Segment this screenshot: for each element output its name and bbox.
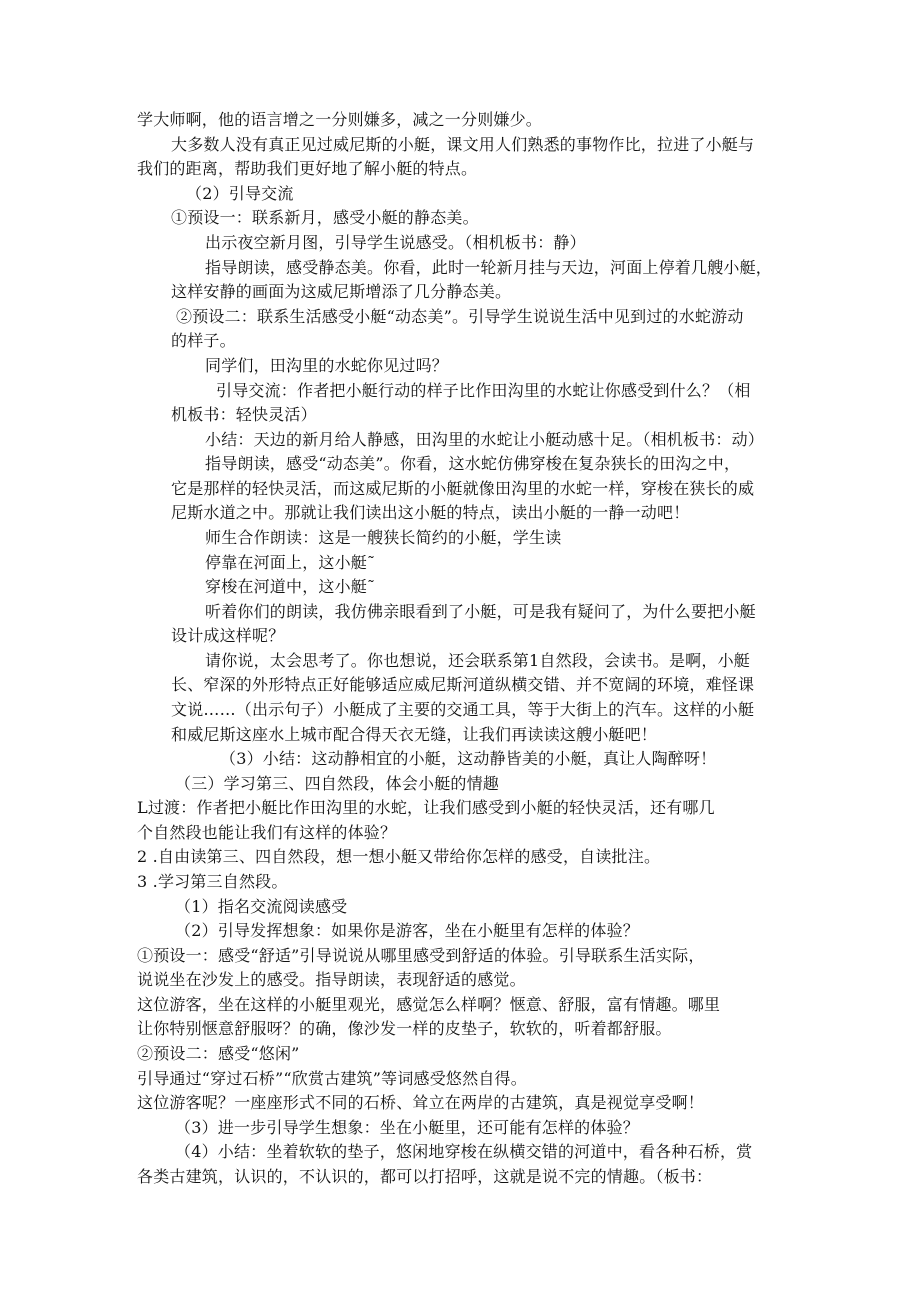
- text-line: ①预设一：感受“舒适”引导说说从哪里感受到舒适的体验。引导联系生活实际，: [137, 946, 705, 965]
- text-line: ②预设二：联系生活感受小艇“动态美”。引导学生说说生活中见到过的水蛇游动: [176, 307, 744, 326]
- text-line: 这样安静的画面为这威尼斯增添了几分静态美。: [171, 282, 512, 301]
- text-line: 同学们，田沟里的水蛇你见过吗？: [205, 356, 449, 375]
- text-line: 引导通过“穿过石桥”“欣赏古建筑”等词感受悠然自得。: [137, 1069, 527, 1088]
- text-line: 设计成这样呢？: [171, 626, 285, 645]
- text-line: 学大师啊，他的语言增之一分则嫌多，减之一分则嫌少。: [137, 110, 543, 129]
- text-line: 指导朗读，感受静态美。你看，此时一轮新月挂与天边，河面上停着几艘小艇，: [205, 258, 773, 277]
- text-line: 穿梭在河道中，这小艇˜: [205, 577, 376, 596]
- text-line: （2）引导交流: [186, 184, 294, 203]
- text-line: （三）学习第三、四自然段，体会小艇的情趣: [175, 774, 500, 793]
- text-line: 这位游客，坐在这样的小艇里观光，感觉怎么样啊？惬意、舒服，富有情趣。哪里: [137, 995, 721, 1014]
- text-line: 3 .学习第三自然段。: [137, 872, 288, 891]
- text-line: （3）小结：这动静相宜的小艇，这动静皆美的小艇，真让人陶醉呀！: [220, 749, 717, 768]
- text-line: 个自然段也能让我们有这样的体验？: [137, 823, 397, 842]
- text-line: 小结：天边的新月给人静感，田沟里的水蛇让小艇动感十足。（相机板书：动）: [205, 430, 765, 449]
- text-line: ①预设一：联系新月，感受小艇的静态美。: [171, 208, 479, 227]
- text-line: 各类古建筑，认识的，不认识的，都可以打招呼，这就是说不完的情趣。（板书：: [137, 1167, 713, 1186]
- text-line: 大多数人没有真正见过威尼斯的小艇，课文用人们熟悉的事物作比，拉进了小艇与: [171, 135, 755, 154]
- text-line: 尼斯水道之中。那就让我们读出这小艇的特点，读出小艇的一静一动吧！: [171, 503, 690, 522]
- text-line: 文说……（出示句子）小艇成了主要的交通工具，等于大街上的汽车。这样的小艇: [171, 700, 755, 719]
- text-line: 出示夜空新月图，引导学生说感受。（相机板书：静）: [205, 233, 586, 252]
- text-line: 它是那样的轻快灵活，而这威尼斯的小艇就像田沟里的水蛇一样，穿梭在狭长的威: [171, 479, 755, 498]
- text-line: 机板书：轻快灵活）: [171, 405, 317, 424]
- text-line: 我们的距离，帮助我们更好地了解小艇的特点。: [137, 159, 478, 178]
- text-line: 指导朗读，感受“动态美”。你看，这水蛇仿佛穿梭在复杂狭长的田沟之中，: [205, 454, 741, 473]
- text-line: 引导交流：作者把小艇行动的样子比作田沟里的水蛇让你感受到什么？（相: [216, 381, 751, 400]
- text-line: （2）引导发挥想象：如果你是游客，坐在小艇里有怎样的体验？: [175, 921, 639, 940]
- text-line: 师生合作朗读：这是一艘狭长简约的小艇，学生读: [205, 528, 562, 547]
- text-line: （1）指名交流阅读感受: [175, 897, 348, 916]
- text-line: 长、窄深的外形特点正好能够适应威尼斯河道纵横交错、并不宽阔的环境，难怪课: [171, 675, 755, 694]
- text-line: 请你说，太会思考了。你也想说，还会联系第1自然段，会读书。是啊，小艇: [205, 651, 750, 670]
- text-line: （4）小结：坐着软软的垫子，悠闲地穿梭在纵横交错的河道中，看各种石桥，赏: [175, 1142, 753, 1161]
- text-line: ②预设二：感受“悠闲”: [137, 1044, 300, 1063]
- text-line: 这位游客呢？一座座形式不同的石桥、耸立在两岸的古建筑，真是视觉享受啊！: [137, 1093, 705, 1112]
- text-line: 让你特别惬意舒服呀？的确，像沙发一样的皮垫子，软软的，听着都舒服。: [137, 1019, 672, 1038]
- text-line: 和威尼斯这座水上城市配合得天衣无缝，让我们再读读这艘小艇吧！: [171, 725, 658, 744]
- text-line: 说说坐在沙发上的感受。指导朗读，表现舒适的感觉。: [137, 970, 526, 989]
- text-line: L过渡：作者把小艇比作田沟里的水蛇，让我们感受到小艇的轻快灵活，还有哪几: [137, 798, 715, 817]
- text-line: 2 .自由读第三、四自然段，想一想小艇又带给你怎样的感受，自读批注。: [137, 847, 661, 866]
- text-line: 听着你们的朗读，我仿佛亲眼看到了小艇，可是我有疑问了，为什么要把小艇: [205, 602, 756, 621]
- text-line: 的样子。: [171, 331, 236, 350]
- text-line: （3）进一步引导学生想象：坐在小艇里，还可能有怎样的体验？: [175, 1118, 639, 1137]
- text-line: 停靠在河面上，这小艇˜: [205, 553, 376, 572]
